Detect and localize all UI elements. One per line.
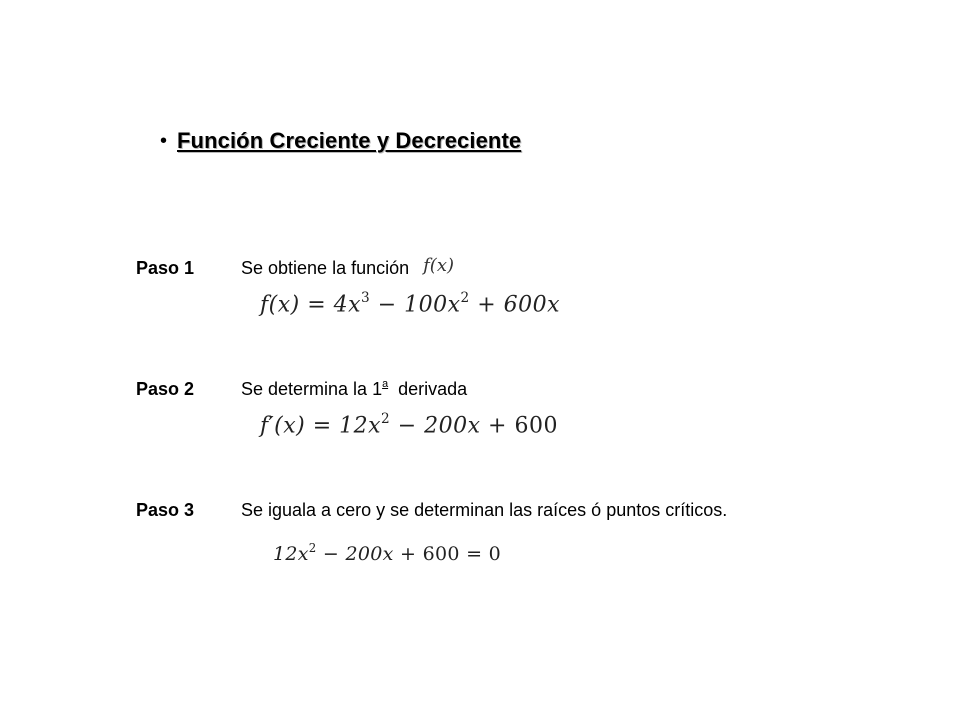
step-2-description-text: Se determina la 1 bbox=[241, 379, 383, 400]
formula-exponent: 3 bbox=[361, 290, 371, 306]
step-2-formula bbox=[260, 413, 558, 438]
formula-term: 12x bbox=[339, 413, 382, 439]
step-2-ordinal-indicator: a bbox=[382, 378, 389, 391]
step-3-formula bbox=[273, 543, 501, 564]
step-3-row bbox=[136, 498, 727, 522]
formula-operator: + bbox=[393, 543, 423, 566]
formula-operator: + bbox=[480, 413, 515, 439]
formula-term: 600x bbox=[503, 292, 561, 318]
formula-rhs: 0 bbox=[488, 543, 502, 566]
bullet-icon: • bbox=[160, 130, 168, 152]
step-1-formula bbox=[260, 292, 560, 317]
formula-equals: = bbox=[305, 413, 340, 439]
formula-term: 4x bbox=[333, 292, 362, 318]
formula-lhs: f(x) bbox=[260, 292, 300, 318]
formula-term: 200x bbox=[424, 413, 481, 439]
step-2-row bbox=[136, 377, 467, 401]
formula-operator: − bbox=[316, 543, 346, 566]
formula-exponent: 2 bbox=[460, 290, 470, 306]
formula-term: 600 bbox=[514, 413, 558, 439]
page-title: Función Creciente y Decreciente bbox=[177, 128, 522, 153]
formula-term: 200x bbox=[345, 543, 394, 566]
formula-term: 100x bbox=[404, 292, 461, 318]
formula-operator: − bbox=[370, 292, 405, 318]
formula-equals: = bbox=[299, 292, 334, 318]
section-heading bbox=[160, 130, 521, 152]
formula-lhs: f′(x) bbox=[260, 413, 306, 439]
step-2-description bbox=[241, 379, 467, 398]
formula-term: 600 bbox=[422, 543, 460, 566]
formula-equals: = bbox=[459, 543, 489, 566]
step-2-label: Paso 2 bbox=[136, 379, 195, 399]
step-1-inline-math: f(x) bbox=[423, 255, 454, 276]
formula-exponent: 2 bbox=[308, 541, 317, 555]
step-3-description: Se iguala a cero y se determinan las raíces ó puntos críticos. bbox=[241, 500, 728, 520]
step-1-description: Se obtiene la función bbox=[241, 258, 410, 278]
formula-operator: − bbox=[390, 413, 425, 439]
step-1-row bbox=[136, 256, 454, 280]
formula-operator: + bbox=[469, 292, 504, 318]
formula-term: 12x bbox=[273, 543, 309, 566]
formula-exponent: 2 bbox=[381, 411, 391, 427]
step-2-description-suffix: derivada bbox=[388, 379, 468, 400]
step-1-label: Paso 1 bbox=[136, 258, 195, 278]
step-3-label: Paso 3 bbox=[136, 500, 195, 520]
